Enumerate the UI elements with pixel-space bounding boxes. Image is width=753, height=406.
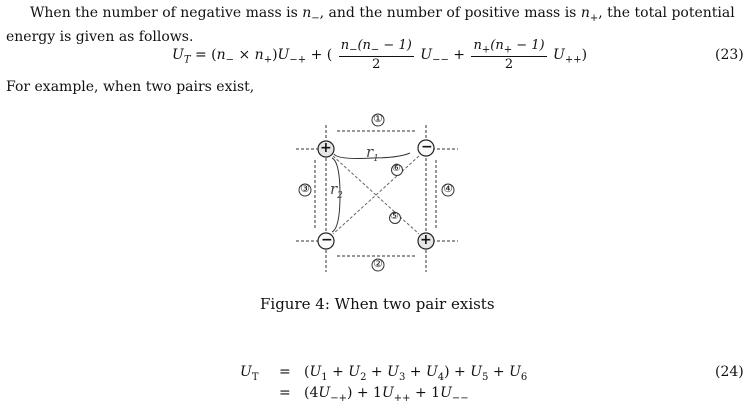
equation-24-rhs2: $(4U_{-+}) + 1U_{++} + 1U_{--}$ — [304, 385, 469, 404]
plus-sign-top-left: + — [320, 140, 332, 156]
label-3: ③ — [300, 182, 310, 195]
plus-sign-bottom-right: + — [420, 232, 432, 248]
figure-caption: Figure 4: When two pair exists — [260, 295, 495, 313]
r1-label: $r_1$ — [366, 143, 379, 164]
equation-24-equals1: = — [279, 364, 291, 380]
label-5: ⑤ — [390, 211, 399, 222]
label-1: ① — [373, 112, 383, 125]
r2-label: $r_2$ — [330, 180, 343, 201]
example-paragraph: For example, when two pairs exist, — [6, 79, 255, 95]
equation-24-line1: $U_T$ — [240, 364, 259, 383]
minus-sign-bottom-left: − — [321, 232, 333, 248]
intro-paragraph: When the number of negative mass is $n_-$, and the number of positive mass is $n_+$, the total potential energy is given as follows. — [6, 5, 735, 45]
minus-sign-top-right: − — [421, 139, 433, 155]
equation-24-rhs1: $(U_1 + U_2 + U_3 + U_4) + U_5 + U_6$ — [304, 364, 528, 383]
equation-24-number: (24) — [715, 364, 744, 380]
label-6: ⑥ — [392, 163, 401, 174]
label-2: ② — [373, 257, 383, 270]
equation-23-number: (23) — [715, 47, 744, 63]
equation-23: $U_T = (n_- \times n_+)U_{-+}$ + ( $\frac{n_-(n_- - 1)}{2}$ $U_{--}$ + $\frac{n_+(n_+ - 1)}{2}$ $U_{++}$) — [172, 38, 588, 72]
equation-24-equals2: = — [279, 385, 291, 401]
label-4: ④ — [443, 182, 453, 195]
